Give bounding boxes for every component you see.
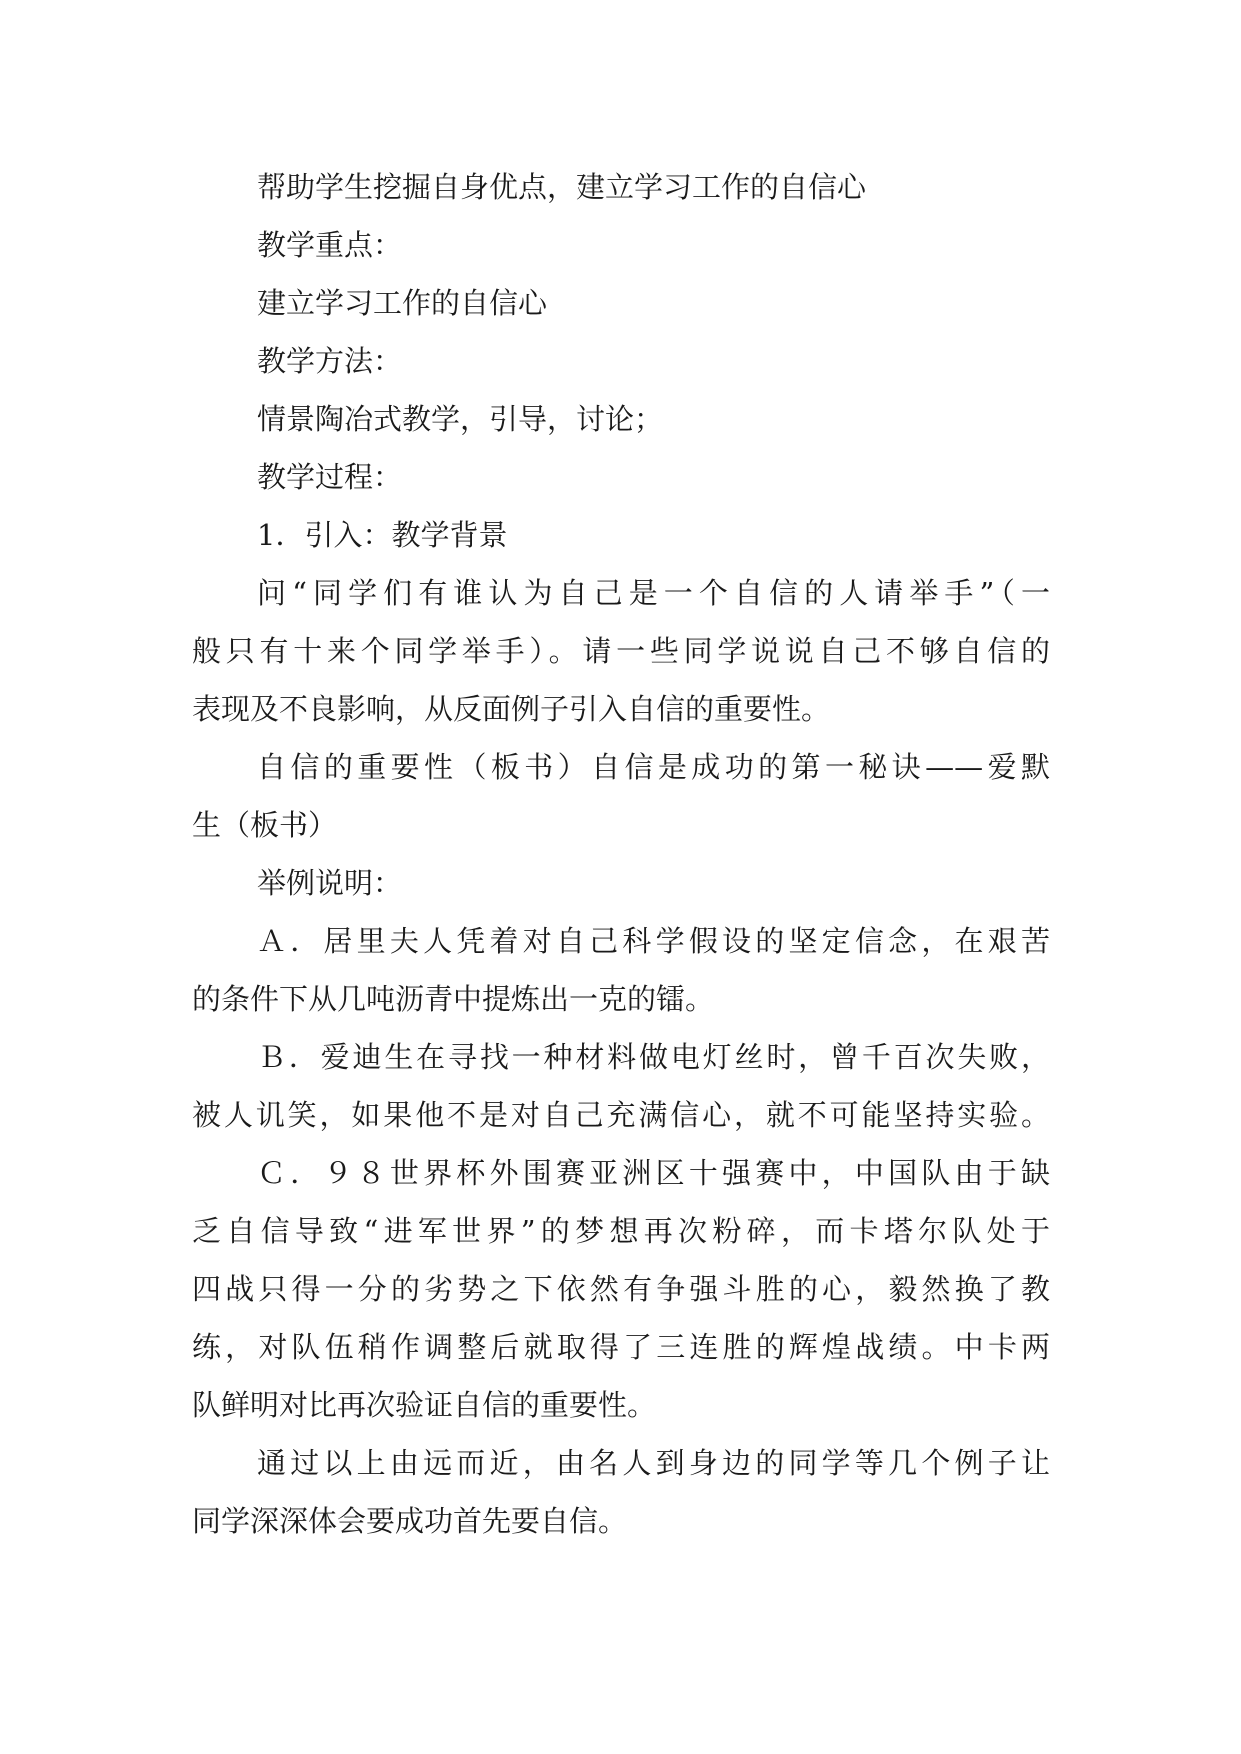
paragraph-example-a-line: 的条件下从几吨沥青中提炼出一克的镭。	[192, 982, 715, 1016]
paragraph-conclusion-line: 同学深深体会要成功首先要自信。	[192, 1504, 628, 1538]
paragraph-example-b-line: 被人讥笑，如果他不是对自己充满信心，就不可能坚持实验。	[192, 1098, 1050, 1132]
paragraph-example-c-line: 练，对队伍稍作调整后就取得了三连胜的辉煌战绩。中卡两	[192, 1330, 1050, 1364]
heading-key-point: 教学重点：	[257, 228, 403, 262]
paragraph-example-c-line: 乏自信导致“进军世界”的梦想再次粉碎，而卡塔尔队处于	[192, 1214, 1050, 1248]
paragraph-question-line: 表现及不良影响，从反面例子引入自信的重要性。	[192, 692, 831, 726]
paragraph-conclusion-line: 通过以上由远而近，由名人到身边的同学等几个例子让	[257, 1446, 1050, 1480]
document-body	[192, 158, 1050, 1550]
paragraph-objective-line: 帮助学生挖掘自身优点，建立学习工作的自信心	[257, 170, 867, 204]
paragraph-teaching-method-line: 情景陶冶式教学，引导，讨论；	[257, 402, 664, 436]
paragraph-question-line: 问“同学们有谁认为自己是一个自信的人请举手”（一	[257, 576, 1050, 610]
paragraph-question-line: 般只有十来个同学举手）。请一些同学说说自己不够自信的	[192, 634, 1050, 668]
paragraph-importance-line: 生（板书）	[192, 808, 338, 842]
heading-examples: 举例说明：	[257, 866, 403, 900]
paragraph-example-c-line: 四战只得一分的劣势之下依然有争强斗胜的心，毅然换了教	[192, 1272, 1050, 1306]
paragraph-example-c-line: 队鲜明对比再次验证自信的重要性。	[192, 1388, 657, 1422]
paragraph-example-c-line: Ｃ．９８世界杯外围赛亚洲区十强赛中，中国队由于缺	[257, 1156, 1050, 1190]
paragraph-example-b-line: Ｂ．爱迪生在寻找一种材料做电灯丝时，曾千百次失败，	[257, 1040, 1050, 1074]
paragraph-importance-line: 自信的重要性（板书）自信是成功的第一秘诀——爱默	[257, 750, 1050, 784]
paragraph-example-a-line: Ａ．居里夫人凭着对自己科学假设的坚定信念，在艰苦	[257, 924, 1050, 958]
paragraph-key-point-line: 建立学习工作的自信心	[257, 286, 548, 320]
heading-teaching-process: 教学过程：	[257, 460, 403, 494]
heading-introduction: 1．引入：教学背景	[257, 518, 508, 552]
heading-teaching-method: 教学方法：	[257, 344, 403, 378]
